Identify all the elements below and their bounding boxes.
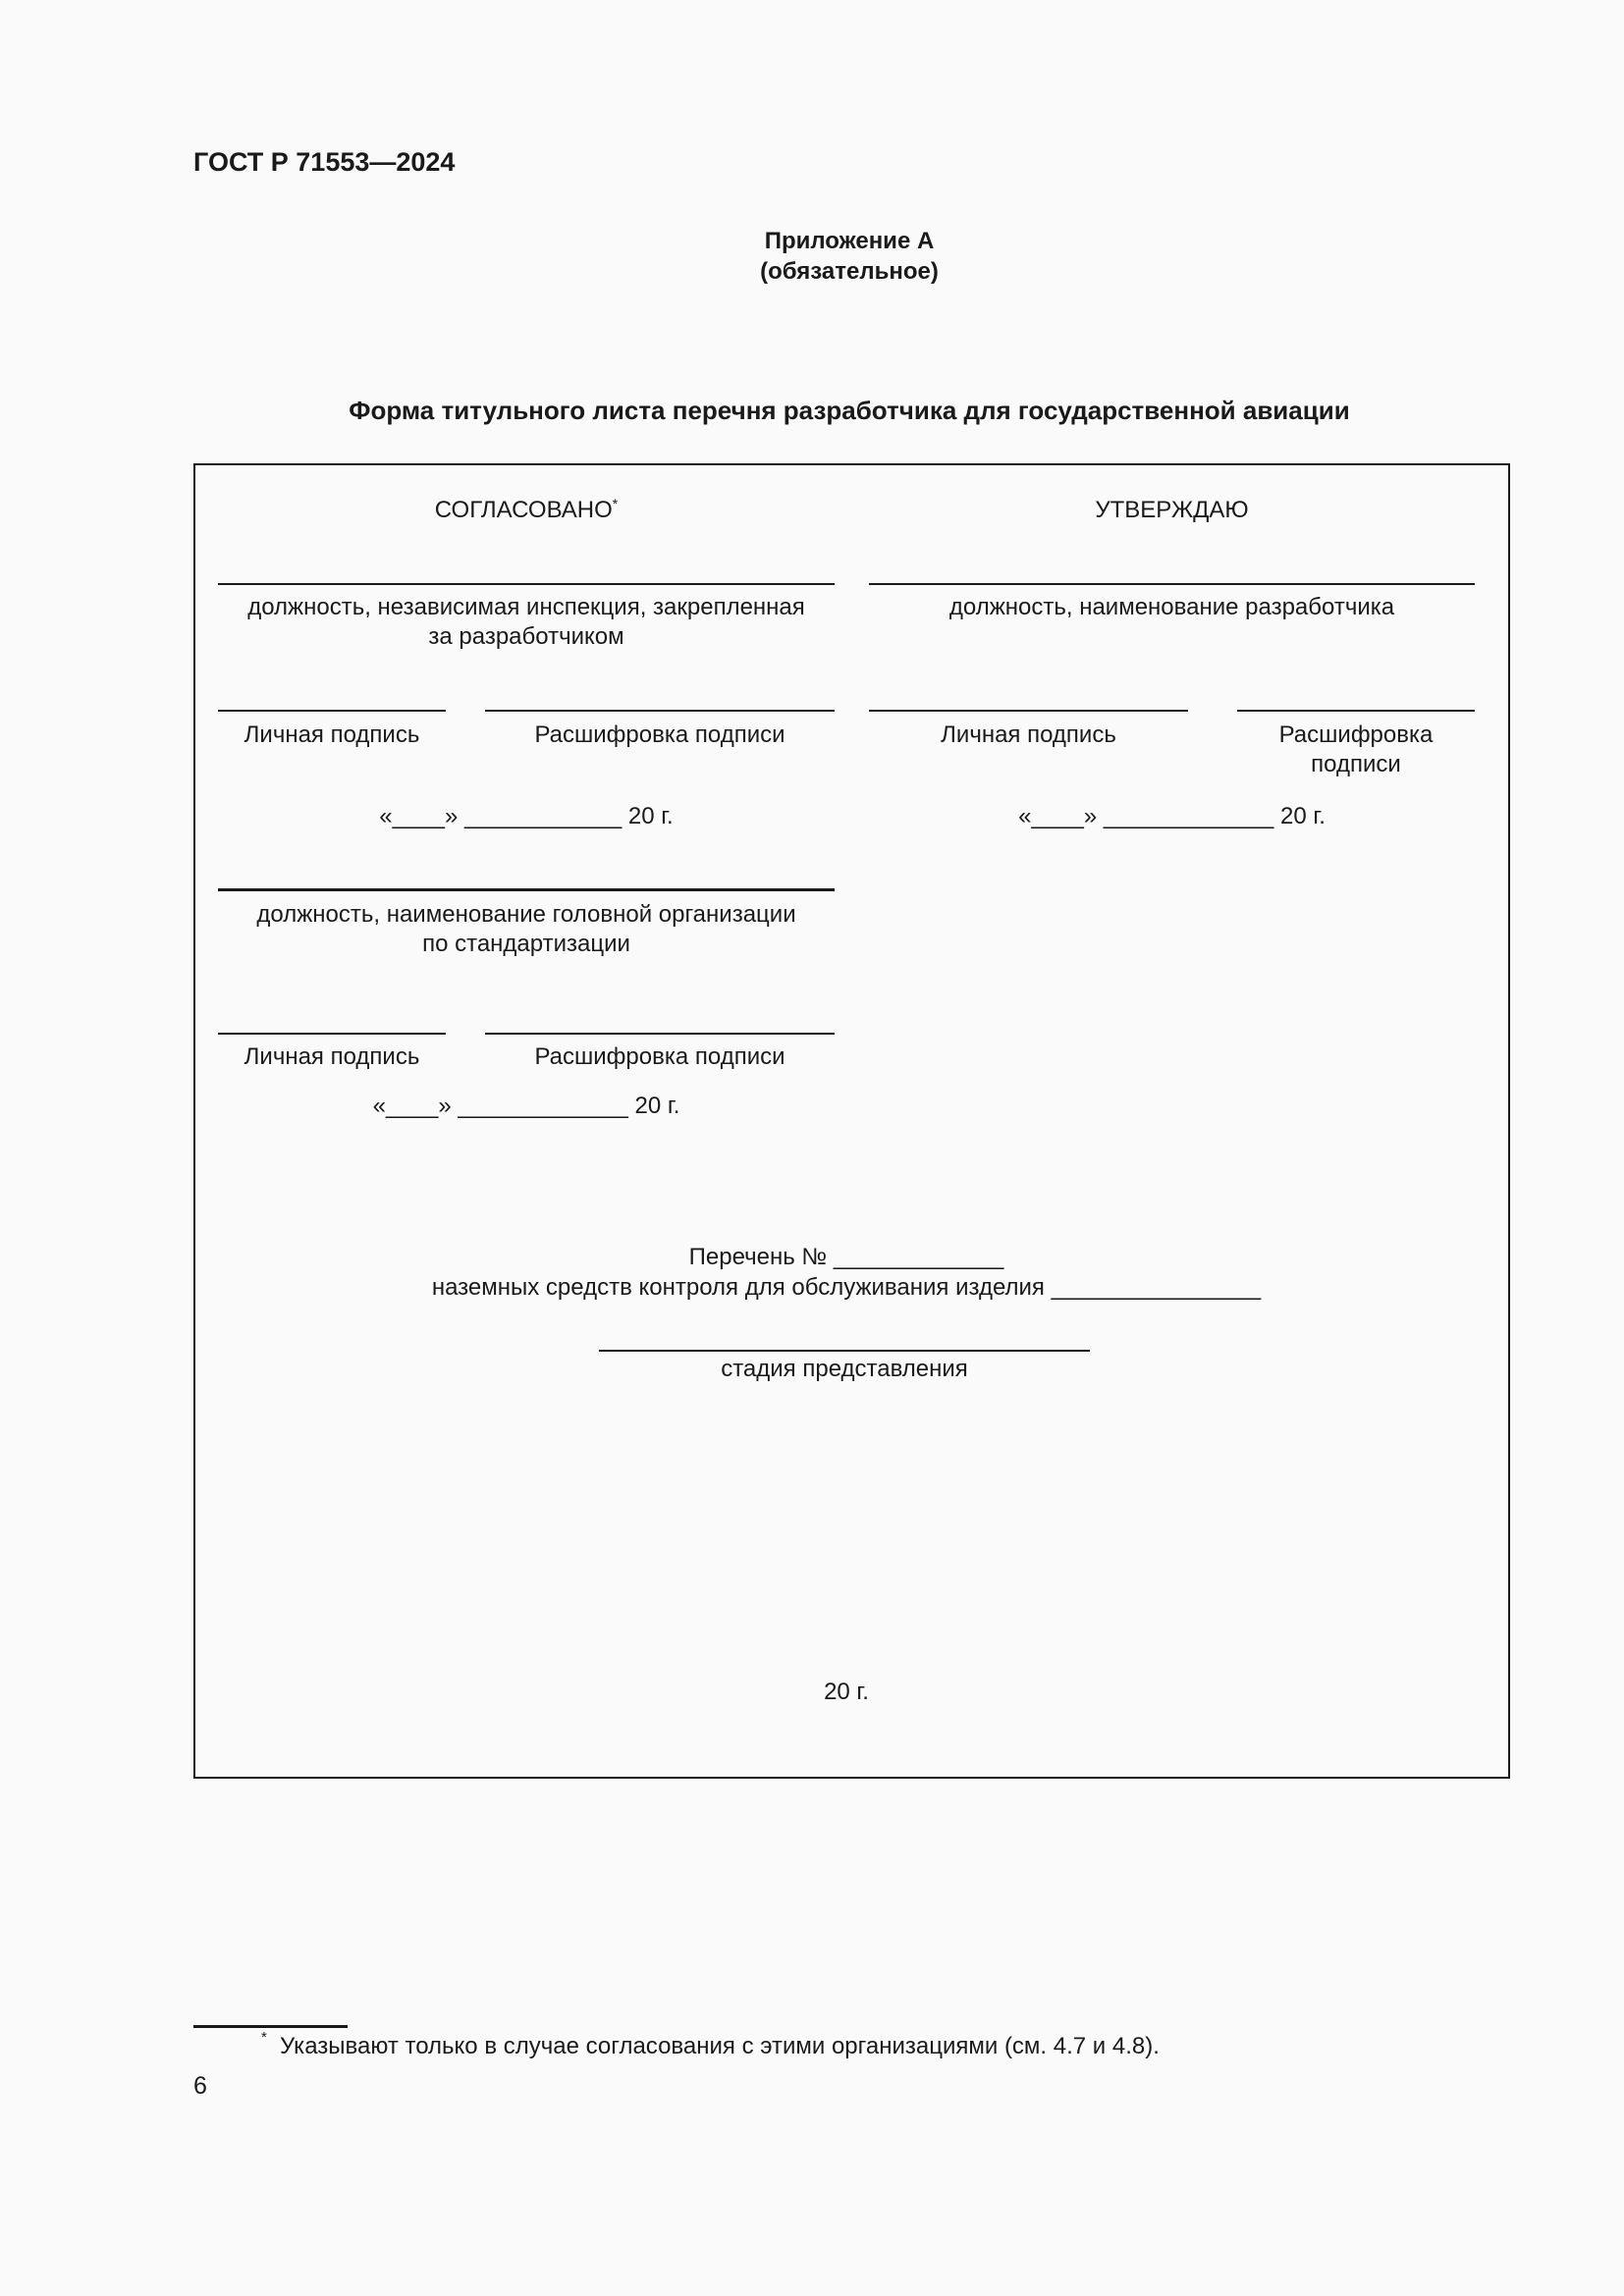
list-number: Перечень № _____________ xyxy=(688,1244,1004,1270)
footnote-rule xyxy=(193,2025,348,2028)
agreed-decryption-caption: Расшифровка подписи xyxy=(534,721,785,748)
agreed-signature-line[interactable] xyxy=(218,710,446,712)
agreed-position-line[interactable] xyxy=(218,583,835,585)
agreed-signature-caption: Личная подпись xyxy=(244,721,420,748)
approve-date: «____» _____________ 20 г. xyxy=(1018,803,1326,829)
appendix-title: Приложение А xyxy=(764,228,935,254)
head-org-decryption-caption: Расшифровка подписи xyxy=(534,1043,785,1070)
head-org-caption: должность, наименование головной организации по стандартизации xyxy=(256,901,796,957)
stage-caption: стадия представления xyxy=(721,1356,968,1382)
agreed-decryption-line[interactable] xyxy=(485,710,835,712)
title-page-frame xyxy=(193,463,1510,1779)
approve-decryption-caption: Расшифровка подписи xyxy=(1278,721,1434,777)
document-code: ГОСТ Р 71553—2024 xyxy=(193,147,456,177)
form-title: Форма титульного листа перечня разработчика для государственной авиации xyxy=(349,396,1350,425)
agreed-heading: СОГЛАСОВАНО* xyxy=(434,496,619,523)
head-org-signature-line[interactable] xyxy=(218,1033,446,1035)
appendix-heading xyxy=(0,226,1624,287)
footnote-text: Указывают только в случае согласования с этими организациями (см. 4.7 и 4.8). xyxy=(280,2033,1160,2059)
appendix-status: (обязательное) xyxy=(760,258,939,285)
approve-heading: УТВЕРЖДАЮ xyxy=(1095,497,1249,523)
footnote-mark-bottom: * xyxy=(261,2029,267,2046)
approve-signature-caption: Личная подпись xyxy=(941,721,1116,748)
approve-decryption-line[interactable] xyxy=(1237,710,1475,712)
year-line: 20 г. xyxy=(824,1679,869,1705)
page-number: 6 xyxy=(193,2072,207,2100)
head-org-signature-caption: Личная подпись xyxy=(244,1043,420,1070)
agreed-position-caption: должность, независимая инспекция, закрепленная за разработчиком xyxy=(247,594,805,650)
footnote-mark: * xyxy=(612,496,619,511)
approve-position-caption: должность, наименование разработчика xyxy=(948,594,1395,620)
list-description: наземных средств контроля для обслуживания изделия ________________ xyxy=(431,1274,1262,1301)
stage-line[interactable] xyxy=(599,1350,1090,1352)
head-org-date: «____» _____________ 20 г. xyxy=(372,1093,680,1119)
approve-position-line[interactable] xyxy=(869,583,1475,585)
agreed-date: «____» ____________ 20 г. xyxy=(379,803,674,829)
head-org-decryption-line[interactable] xyxy=(485,1033,835,1035)
approve-signature-line[interactable] xyxy=(869,710,1188,712)
head-org-position-line[interactable] xyxy=(218,888,835,891)
